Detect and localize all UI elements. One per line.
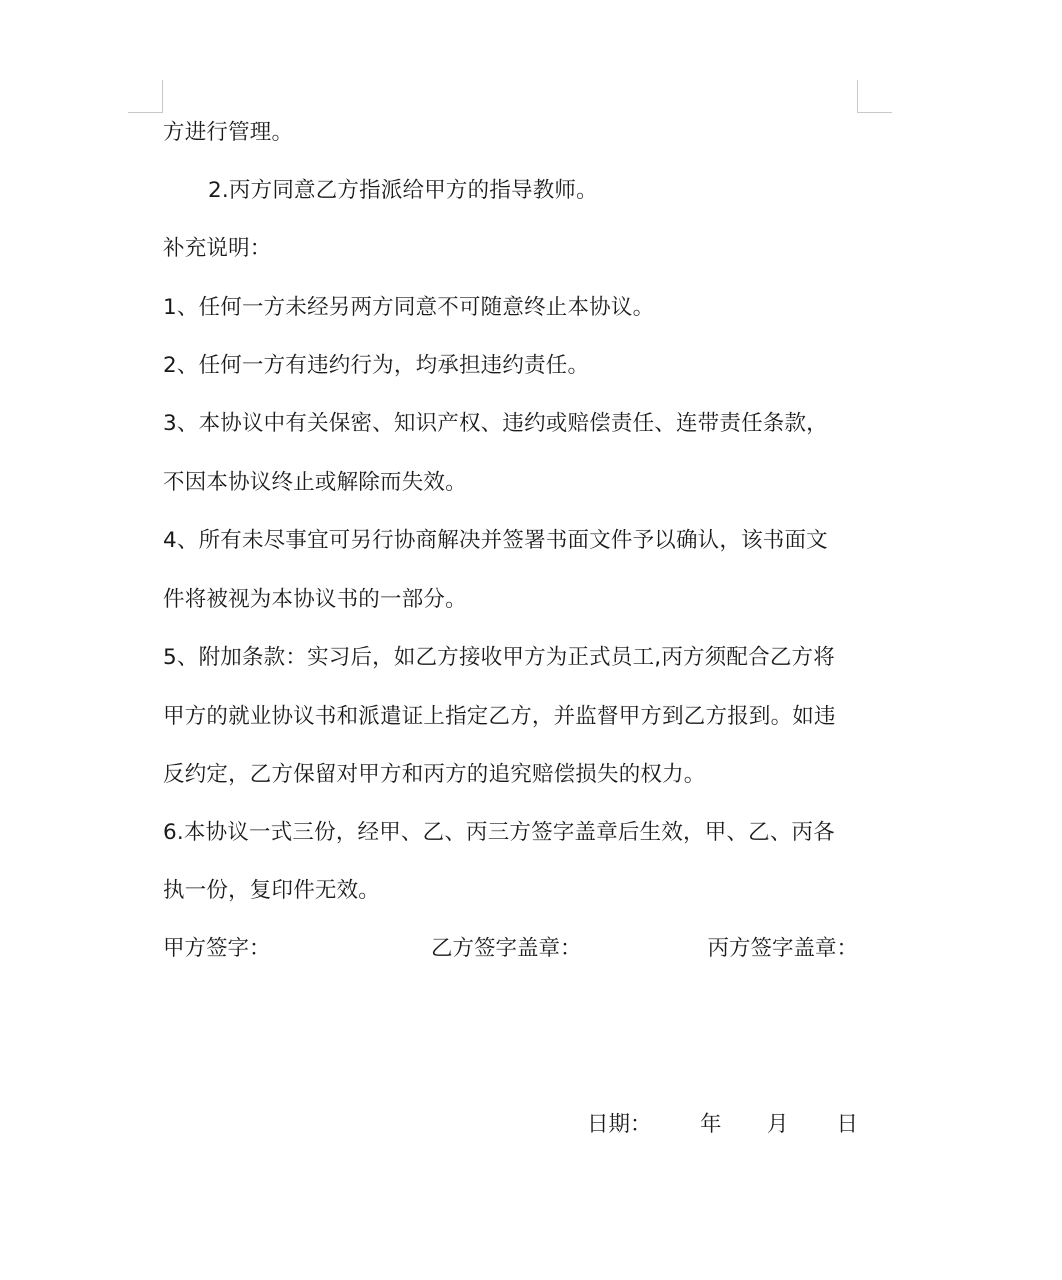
page-corner-mark-top-right (857, 80, 892, 113)
text-line: 3、本协议中有关保密、知识产权、违约或赔偿责任、连带责任条款， (163, 411, 828, 436)
text-line: 不因本协议终止或解除而失效。 (163, 470, 467, 495)
party-b-signature-label: 乙方签字盖章： (431, 936, 582, 961)
text-line: 执一份，复印件无效。 (163, 878, 381, 903)
date-month-label: 月 (767, 1112, 789, 1137)
page-corner-mark-top-left (128, 80, 163, 113)
date-label: 日期： (587, 1112, 652, 1137)
date-day-label: 日 (836, 1112, 858, 1137)
party-c-signature-label: 丙方签字盖章： (707, 936, 858, 961)
text-line: 2.丙方同意乙方指派给甲方的指导教师。 (208, 178, 598, 203)
text-line: 甲方的就业协议书和派遣证上指定乙方，并监督甲方到乙方报到。如违 (163, 704, 836, 729)
date-year-label: 年 (700, 1112, 722, 1137)
text-line: 件将被视为本协议书的一部分。 (163, 587, 467, 612)
section-heading: 补充说明： (163, 236, 272, 261)
text-line: 4、所有未尽事宜可另行协商解决并签署书面文件予以确认，该书面文 (163, 528, 828, 553)
party-a-signature-label: 甲方签字： (163, 936, 271, 961)
text-line: 2、任何一方有违约行为，均承担违约责任。 (163, 353, 590, 378)
date-row (587, 1096, 858, 1154)
text-line: 方进行管理。 (163, 120, 294, 145)
text-line: 6.本协议一式三份，经甲、乙、丙三方签字盖章后生效，甲、乙、丙各 (163, 820, 835, 845)
text-line: 反约定，乙方保留对甲方和丙方的追究赔偿损失的权力。 (163, 762, 706, 787)
text-line: 1、任何一方未经另两方同意不可随意终止本协议。 (163, 295, 655, 320)
text-line: 5、附加条款：实习后，如乙方接收甲方为正式员工,丙方须配合乙方将 (163, 645, 835, 670)
signature-row (163, 920, 858, 978)
